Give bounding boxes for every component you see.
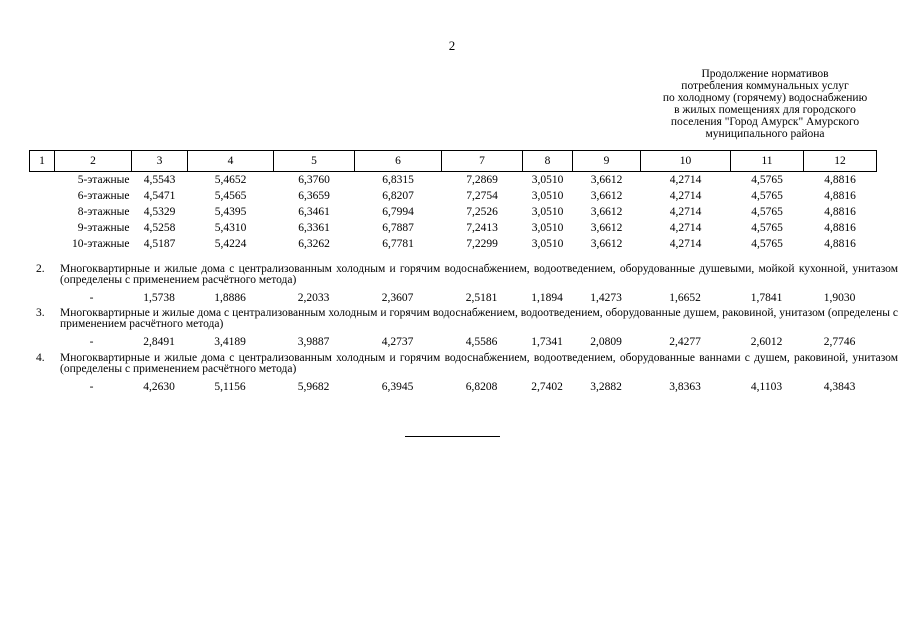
row-index-cell: [30, 236, 55, 252]
value-cell: 4,5543: [143, 174, 176, 186]
value-cell: 4,5187: [143, 238, 176, 250]
value-cell: 2,4277: [669, 336, 701, 348]
value-cell: 3,8363: [669, 381, 701, 393]
table-caption: [620, 68, 905, 140]
value-cell: 3,0510: [531, 222, 564, 234]
value-cell: 6,7887: [382, 222, 414, 234]
value-cell: 4,8816: [824, 190, 856, 202]
value-cell: 7,2526: [466, 206, 498, 218]
value-cell: 2,3607: [381, 292, 414, 304]
section-description: Многоквартирные и жилые дома с централизованным холодным и горячим водоснабжением, водоотведением, оборудованные душевыми, мойкой кухонной, унитазом (определены с применением расчётного метода): [60, 263, 898, 286]
value-cell: 3,6612: [590, 206, 623, 218]
value-cell: 2,0809: [590, 336, 622, 348]
value-cell: 6,7994: [382, 206, 414, 218]
value-cell: 3,9887: [297, 336, 330, 348]
column-number: 7: [442, 151, 523, 172]
section-table: [29, 290, 876, 306]
value-cell: 3,0510: [531, 238, 564, 250]
value-cell: 1,1894: [531, 292, 563, 304]
value-cell: 4,8816: [824, 206, 856, 218]
table-row: [30, 204, 877, 220]
value-cell: 4,2714: [669, 238, 702, 250]
value-cell: 2,7746: [823, 336, 856, 348]
value-cell: 2,7402: [531, 381, 563, 393]
value-cell: 4,5765: [751, 238, 783, 250]
section-number: 2.: [36, 263, 45, 275]
value-cell: 4,5765: [751, 174, 783, 186]
value-cell: 6,3461: [298, 206, 330, 218]
value-cell: 5,4565: [214, 190, 247, 202]
row-label: -: [89, 336, 94, 348]
section-table: [29, 379, 876, 395]
value-cell: 2,2033: [297, 292, 330, 304]
table-row: [29, 379, 876, 395]
value-cell: 6,8208: [465, 381, 498, 393]
section-description: Многоквартирные и жилые дома с централизованным холодным и горячим водоснабжением, водоотведением, оборудованные ваннами с душем, раковиной, унитазом (определены с применением расчётного метода): [60, 352, 898, 375]
section-number: 4.: [36, 352, 45, 364]
caption-line: Продолжение нормативов: [701, 68, 829, 80]
row-index-cell: [30, 188, 55, 204]
value-cell: 1,8886: [214, 292, 246, 304]
value-cell: 4,2737: [381, 336, 414, 348]
row-index-cell: [29, 290, 54, 306]
value-cell: 6,8315: [382, 174, 414, 186]
value-cell: 4,3843: [823, 381, 856, 393]
value-cell: 4,5765: [751, 190, 783, 202]
section-description: Многоквартирные и жилые дома с централизованным холодным и горячим водоснабжением, водоотведением, оборудованные душем, раковиной, унитазом (определены с применением расчётного метода): [60, 307, 898, 330]
value-cell: 7,2869: [466, 174, 498, 186]
value-cell: 4,2714: [669, 206, 702, 218]
value-cell: 2,8491: [143, 336, 175, 348]
norms-table: [29, 150, 877, 252]
value-cell: 4,8816: [824, 238, 856, 250]
column-number: 12: [804, 151, 877, 172]
value-cell: 1,6652: [669, 292, 701, 304]
caption-line: поселения "Город Амурск" Амурского: [670, 116, 860, 128]
row-label: -: [89, 381, 94, 393]
value-cell: 5,4652: [214, 174, 247, 186]
value-cell: 3,6612: [590, 190, 623, 202]
column-number: 6: [355, 151, 442, 172]
value-cell: 5,9682: [297, 381, 330, 393]
value-cell: 7,2413: [466, 222, 498, 234]
value-cell: 7,2299: [466, 238, 498, 250]
column-number: 11: [731, 151, 804, 172]
value-cell: 4,5329: [143, 206, 176, 218]
value-cell: 5,4310: [214, 222, 247, 234]
table-row: [29, 334, 876, 350]
caption-line: муниципального района: [705, 128, 825, 140]
column-number: 8: [523, 151, 573, 172]
caption-line: потребления коммунальных услуг: [681, 80, 849, 92]
value-cell: 6,3945: [381, 381, 414, 393]
caption-line: по холодному (горячему) водоснабжению: [662, 92, 868, 104]
row-label: -: [89, 292, 94, 304]
column-number: 5: [274, 151, 355, 172]
table-row: [30, 188, 877, 204]
value-cell: 1,7841: [750, 292, 783, 304]
value-cell: 6,3262: [298, 238, 330, 250]
column-number: 9: [573, 151, 641, 172]
value-cell: 6,3361: [298, 222, 330, 234]
row-label: 6-этажные: [77, 190, 130, 202]
row-label: 9-этажные: [77, 222, 130, 234]
value-cell: 4,8816: [824, 174, 856, 186]
table-header-row: [30, 151, 877, 172]
page-number: 2: [448, 38, 456, 53]
section-number: 3.: [36, 307, 45, 319]
table-row: [30, 172, 877, 189]
section-table: [29, 334, 876, 350]
value-cell: 4,2714: [669, 190, 702, 202]
row-index-cell: [30, 172, 55, 189]
row-label: 10-этажные: [72, 238, 130, 250]
value-cell: 3,6612: [590, 174, 623, 186]
row-label: 8-этажные: [77, 206, 130, 218]
row-index-cell: [29, 334, 54, 350]
table-row: [30, 236, 877, 252]
value-cell: 1,7341: [531, 336, 563, 348]
value-cell: 1,5738: [143, 292, 175, 304]
value-cell: 3,0510: [531, 206, 564, 218]
column-number: 10: [641, 151, 731, 172]
row-index-cell: [29, 379, 54, 395]
value-cell: 4,8816: [824, 222, 856, 234]
value-cell: 6,8207: [382, 190, 414, 202]
value-cell: 2,6012: [750, 336, 783, 348]
value-cell: 5,1156: [214, 381, 246, 393]
value-cell: 4,2714: [669, 222, 702, 234]
value-cell: 1,4273: [590, 292, 622, 304]
value-cell: 4,1103: [750, 381, 783, 393]
value-cell: 4,5765: [751, 206, 783, 218]
value-cell: 3,4189: [214, 336, 246, 348]
value-cell: 6,7781: [382, 238, 414, 250]
column-number: 1: [30, 151, 55, 172]
value-cell: 4,5471: [143, 190, 176, 202]
value-cell: 3,0510: [531, 174, 564, 186]
column-number: 3: [132, 151, 188, 172]
value-cell: 4,5765: [751, 222, 783, 234]
separator-line: [405, 436, 500, 437]
row-index-cell: [30, 204, 55, 220]
row-label: 5-этажные: [77, 174, 130, 186]
caption-line: в жилых помещениях для городского: [674, 104, 856, 116]
value-cell: 6,3760: [298, 174, 330, 186]
column-number: 2: [55, 151, 132, 172]
value-cell: 4,2630: [143, 381, 175, 393]
value-cell: 3,2882: [590, 381, 622, 393]
value-cell: 3,6612: [590, 238, 623, 250]
block1-rows: [30, 172, 877, 253]
value-cell: 4,2714: [669, 174, 702, 186]
value-cell: 2,5181: [465, 292, 498, 304]
value-cell: 5,4395: [214, 206, 247, 218]
column-number: 4: [188, 151, 274, 172]
value-cell: 3,6612: [590, 222, 623, 234]
value-cell: 1,9030: [823, 292, 856, 304]
value-cell: 5,4224: [214, 238, 247, 250]
value-cell: 7,2754: [466, 190, 498, 202]
row-index-cell: [30, 220, 55, 236]
value-cell: 4,5258: [143, 222, 176, 234]
table-row: [30, 220, 877, 236]
table-row: [29, 290, 876, 306]
value-cell: 3,0510: [531, 190, 564, 202]
value-cell: 4,5586: [465, 336, 498, 348]
value-cell: 6,3659: [298, 190, 330, 202]
